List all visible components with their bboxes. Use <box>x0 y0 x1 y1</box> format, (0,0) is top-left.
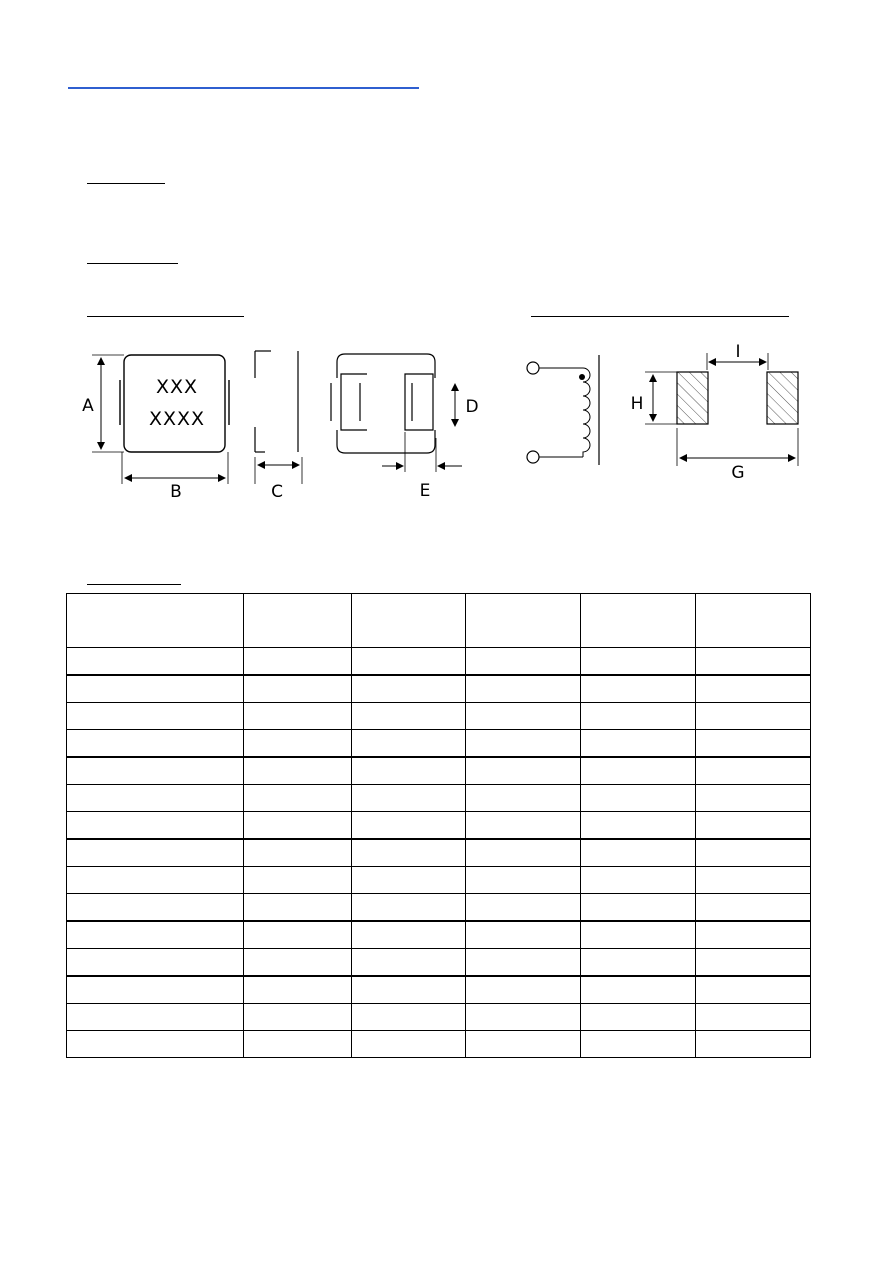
table-cell <box>244 730 352 758</box>
table-cell <box>352 703 466 730</box>
table-cell <box>244 675 352 703</box>
table-cell <box>352 1031 466 1058</box>
table-cell <box>696 1031 811 1058</box>
table-row <box>67 730 811 758</box>
table-cell <box>466 812 581 840</box>
table-cell <box>67 976 244 1004</box>
top-view <box>82 355 229 502</box>
table-cell <box>696 839 811 867</box>
table-cell <box>581 812 696 840</box>
table-header-row <box>67 594 811 648</box>
table-cell <box>67 703 244 730</box>
table-cell <box>244 648 352 676</box>
table-cell <box>244 976 352 1004</box>
table-cell <box>581 867 696 894</box>
table-cell <box>67 757 244 785</box>
table-cell <box>67 812 244 840</box>
table-cell <box>244 785 352 812</box>
table-row <box>67 785 811 812</box>
table-cell <box>581 730 696 758</box>
table-row <box>67 867 811 894</box>
table-cell <box>466 921 581 949</box>
side-view <box>255 351 302 502</box>
table-cell <box>67 839 244 867</box>
table-cell <box>696 703 811 730</box>
table-row <box>67 949 811 977</box>
pcb-land-pattern <box>631 342 798 483</box>
table-cell <box>352 648 466 676</box>
table-cell <box>352 976 466 1004</box>
table-cell <box>581 921 696 949</box>
table-cell <box>67 785 244 812</box>
table-cell <box>466 839 581 867</box>
table-row <box>67 894 811 922</box>
table-cell <box>352 1004 466 1031</box>
table-cell <box>67 867 244 894</box>
table-cell <box>352 867 466 894</box>
table-cell <box>466 976 581 1004</box>
table-row <box>67 976 811 1004</box>
dimension-drawing <box>0 0 892 560</box>
table-cell <box>67 648 244 676</box>
table-cell <box>67 675 244 703</box>
table-cell <box>466 1004 581 1031</box>
table-cell <box>244 949 352 977</box>
specifications-table-body <box>67 594 811 1058</box>
schematic-symbol <box>527 355 599 465</box>
table-cell <box>581 949 696 977</box>
table-cell <box>466 785 581 812</box>
table-cell <box>466 1031 581 1058</box>
specifications-table <box>66 593 811 1058</box>
table-cell <box>466 757 581 785</box>
table-cell <box>581 894 696 922</box>
table-row <box>67 675 811 703</box>
table-cell <box>581 1031 696 1058</box>
table-cell <box>466 894 581 922</box>
table-cell <box>352 949 466 977</box>
table-row <box>67 757 811 785</box>
table-cell <box>581 675 696 703</box>
table-cell <box>696 976 811 1004</box>
table-cell <box>67 1004 244 1031</box>
table-cell <box>696 921 811 949</box>
table-row <box>67 1004 811 1031</box>
table-cell <box>244 1031 352 1058</box>
table-cell <box>244 703 352 730</box>
marking-line1: XXX <box>155 376 199 398</box>
table-row <box>67 839 811 867</box>
specifications-heading <box>87 584 181 585</box>
table-cell <box>244 757 352 785</box>
table-cell <box>696 648 811 676</box>
table-header-cell <box>581 594 696 648</box>
table-cell <box>352 921 466 949</box>
table-row <box>67 648 811 676</box>
table-cell <box>696 812 811 840</box>
table-cell <box>466 703 581 730</box>
table-cell <box>67 730 244 758</box>
table-row <box>67 921 811 949</box>
table-cell <box>581 648 696 676</box>
table-cell <box>696 757 811 785</box>
table-cell <box>244 921 352 949</box>
table-cell <box>581 1004 696 1031</box>
table-cell <box>696 1004 811 1031</box>
table-cell <box>581 785 696 812</box>
table-cell <box>352 675 466 703</box>
table-cell <box>466 675 581 703</box>
table-cell <box>696 867 811 894</box>
dim-label-i: I <box>735 342 741 362</box>
table-cell <box>696 785 811 812</box>
table-header-cell <box>67 594 244 648</box>
dim-label-d: D <box>465 397 479 417</box>
table-cell <box>581 976 696 1004</box>
table-cell <box>466 730 581 758</box>
table-cell <box>352 730 466 758</box>
dim-label-g: G <box>731 463 745 483</box>
table-header-cell <box>466 594 581 648</box>
table-cell <box>696 675 811 703</box>
table-cell <box>67 949 244 977</box>
table-row <box>67 703 811 730</box>
table-cell <box>466 867 581 894</box>
table-cell <box>581 839 696 867</box>
table-cell <box>67 1031 244 1058</box>
table-cell <box>466 949 581 977</box>
table-cell <box>352 839 466 867</box>
table-cell <box>244 867 352 894</box>
table-cell <box>581 757 696 785</box>
table-cell <box>696 949 811 977</box>
dim-label-h: H <box>630 394 644 414</box>
table-cell <box>67 921 244 949</box>
table-row <box>67 812 811 840</box>
table-cell <box>696 894 811 922</box>
table-cell <box>244 839 352 867</box>
table-row <box>67 1031 811 1058</box>
table-cell <box>244 1004 352 1031</box>
table-cell <box>244 812 352 840</box>
table-cell <box>352 894 466 922</box>
dim-label-a: A <box>82 396 94 416</box>
table-cell <box>67 894 244 922</box>
table-cell <box>244 894 352 922</box>
table-header-cell <box>696 594 811 648</box>
table-cell <box>352 757 466 785</box>
table-cell <box>581 703 696 730</box>
table-header-cell <box>244 594 352 648</box>
marking-line2: XXXX <box>148 408 206 430</box>
table-header-cell <box>352 594 466 648</box>
dim-label-e: E <box>419 481 431 501</box>
table-cell <box>352 785 466 812</box>
table-cell <box>696 730 811 758</box>
dim-label-b: B <box>170 482 182 502</box>
table-cell <box>466 648 581 676</box>
bottom-view <box>331 354 479 501</box>
table-cell <box>352 812 466 840</box>
dim-label-c: C <box>271 482 283 502</box>
